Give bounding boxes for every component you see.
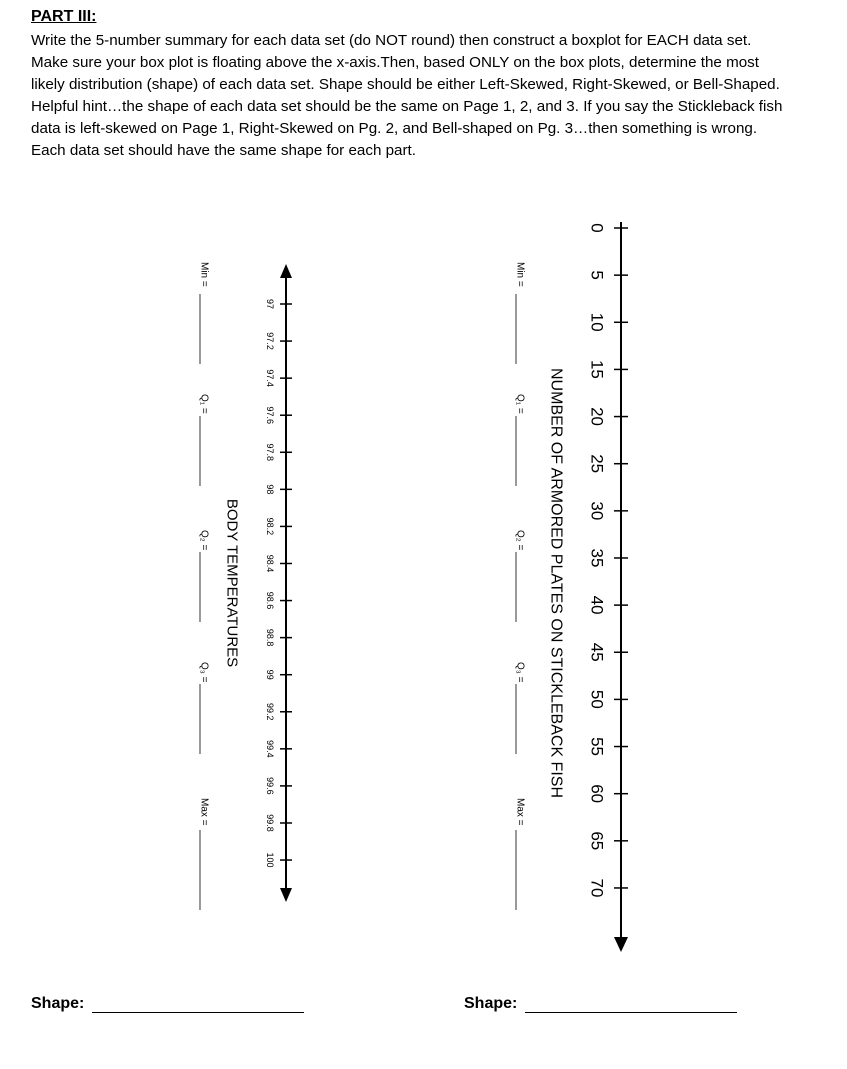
temperature-tick-group — [265, 299, 292, 868]
fish-summary-label: Min = — [514, 262, 526, 287]
fish-tick-label: 55 — [587, 737, 607, 757]
fish-summary-label: Q₂ = — [514, 530, 526, 551]
fish-shape-label: Shape: — [464, 995, 518, 1012]
fish-tick-label: 15 — [587, 359, 607, 379]
temperature-shape-label: Shape: — [31, 995, 85, 1012]
fish-shape-blank[interactable] — [525, 994, 737, 1013]
temperature-summary-label: Min = — [198, 262, 210, 287]
fish-five-number-summary — [515, 262, 526, 910]
temperature-tick-label: 98.6 — [265, 591, 275, 610]
instructions-text: Write the 5-number summary for each data set (do NOT round) then construct a boxplot for EACH data set. Make sure your box plot is floating above the x-axis.Then, based ONLY on the box plots, determine the most likely distribution (shape) of each data set. Shape should be either Left-Skewed, Right-Skewed, or Bell-Shaped. Helpful hint…the shape of each data set should be the same on Page 1, 2, and 3. If you say the Stickleback fish data is left-skewed on Page 1, Right-Skewed on Pg. 2, and Bell-shaped on Pg. 3…then something is wrong. Each data set should have the same shape for each part. — [31, 32, 783, 159]
fish-tick-label: 50 — [587, 689, 607, 709]
fish-tick-label: 70 — [587, 878, 607, 898]
fish-tick-label: 20 — [587, 407, 607, 427]
fish-tick-label: 10 — [587, 312, 607, 332]
temperature-axis — [280, 264, 292, 902]
fish-tick-label: 65 — [587, 831, 607, 851]
temperature-tick-label: 98.8 — [265, 628, 275, 647]
temperature-tick-label: 99.2 — [265, 703, 275, 721]
temperature-tick-label: 97.2 — [265, 332, 275, 350]
temperature-tick-label: 97.6 — [265, 406, 275, 424]
fish-shape-field — [464, 994, 737, 1013]
fish-summary-label: Max = — [514, 798, 526, 826]
temperature-tick-label: 98.2 — [265, 517, 275, 536]
fish-summary-label: Q₃ = — [514, 662, 526, 683]
temperature-summary-label: Q₂ = — [198, 530, 210, 551]
temperature-tick-label: 99.6 — [265, 777, 275, 795]
temperature-title: BODY TEMPERATURES — [223, 498, 241, 668]
temperature-summary-label: Q₁ = — [198, 394, 210, 414]
fish-tick-label: 60 — [587, 784, 607, 804]
temperature-tick-label: 97 — [265, 298, 275, 310]
temperature-tick-label: 99 — [265, 669, 275, 680]
temperature-tick-label: 97.4 — [265, 369, 275, 387]
fish-tick-label: 40 — [587, 595, 607, 615]
fish-axis — [614, 222, 628, 952]
fish-tick-label: 5 — [587, 270, 607, 280]
temperature-tick-label: 99.8 — [265, 814, 275, 832]
temperature-shape-field — [31, 994, 304, 1013]
part-title: PART III: — [31, 8, 97, 25]
temperature-tick-label: 98 — [265, 484, 275, 495]
fish-summary-label: Q₁ = — [514, 394, 526, 414]
fish-tick-label: 45 — [587, 642, 607, 662]
temperature-tick-label: 99.4 — [265, 740, 275, 758]
fish-tick-label: 25 — [587, 454, 607, 474]
fish-tick-label: 30 — [587, 501, 607, 521]
temperature-tick-label: 100 — [265, 852, 275, 868]
fish-tick-label: 35 — [587, 548, 607, 568]
temperature-summary-label: Q₃ = — [198, 662, 210, 683]
temperature-tick-label: 98.4 — [265, 554, 275, 573]
temperature-tick-label: 97.8 — [265, 443, 275, 462]
temperature-shape-blank[interactable] — [92, 994, 304, 1013]
temperature-summary-label: Max = — [198, 798, 210, 826]
fish-tick-label: 0 — [587, 223, 607, 233]
temperature-five-number-summary — [199, 262, 210, 910]
fish-title: NUMBER OF ARMORED PLATES ON STICKLEBACK FISH — [547, 368, 565, 798]
